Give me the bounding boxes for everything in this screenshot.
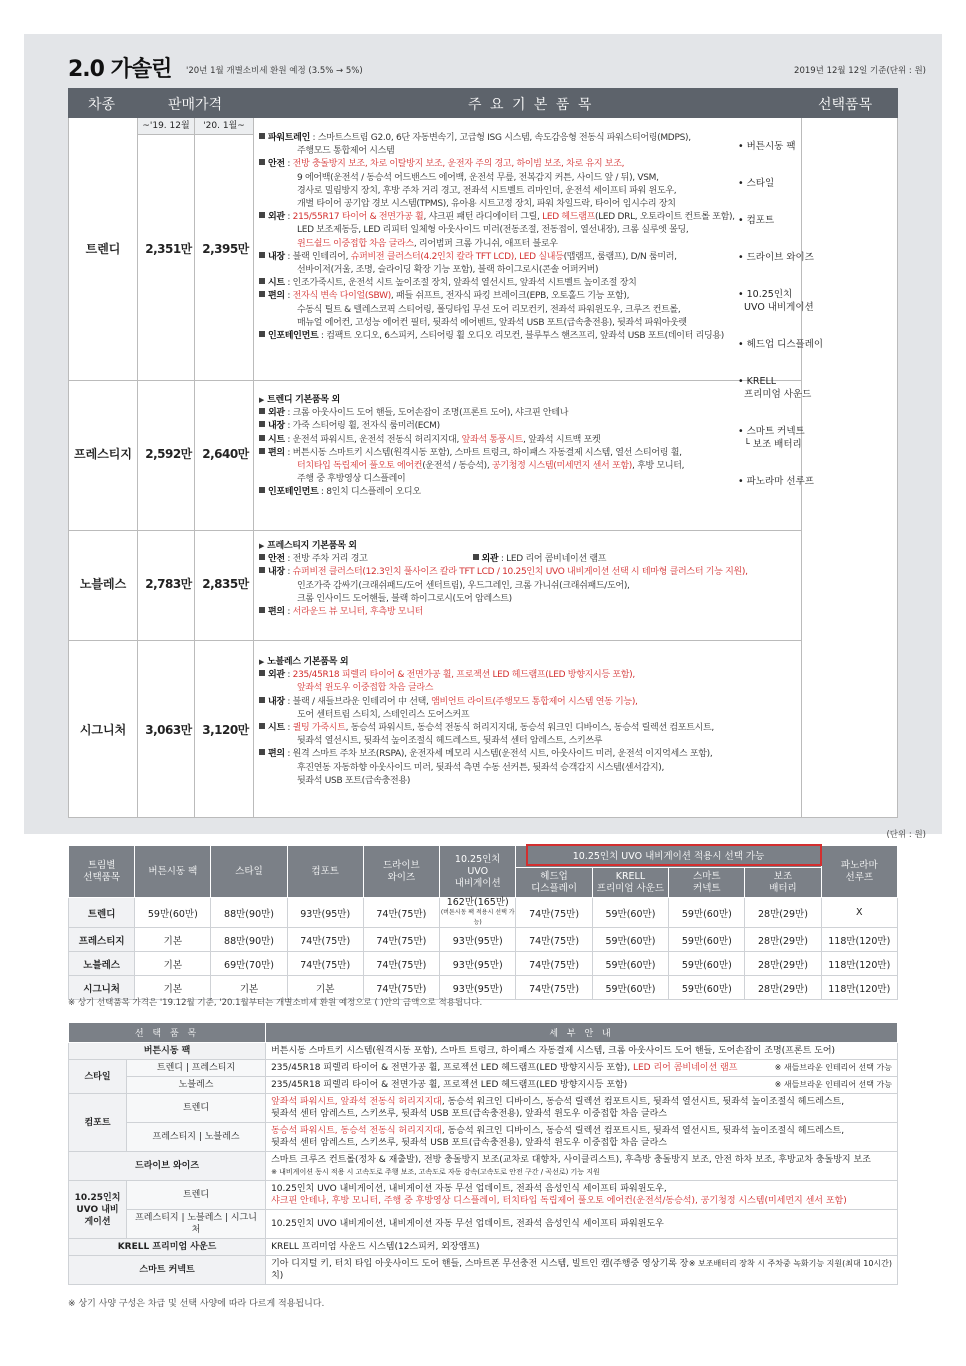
navi-required-highlight: [526, 844, 822, 866]
features-trendy: 파워트레인 : 스마트스트림 G2.0, 6단 자동변속기, 고급형 ISG 시스템, 속도감응형 전동식 파워스티어링(MDPS), 주행모드 통합제어 시스템 안전 : 전방 충돌방지 보조, 차로 이탈방지 보조, 운전자 주의 경고, 하이빔 보조, 차로 유지 보조, 9 에어백(운전석 / 동승석 어드밴스드 에어백, 운전석 무릎, 전복감지 커튼, 사이드 앞 / 뒤), VSM, 경사로 밀림방지 장치, 후방 주차 거리 경고, 전좌석 시트벨트 리마인더, 운전석 세이프티 파워 윈도우, 개별 타이어 공기압 경보 시스템(TPMS), 유아용 시트고정 장치, 파워 차일드락, 타이어 임시수리 장치 외관 : 215/55R17 타이어 & 전면가공 휠, 샤크핀 패턴 라디에이터 그릴, LED 헤드램프(LED DRL, 오토라이트 컨트롤 포함), LED 보조제동등, LED 리피터 일체형 아웃사이드 미러(전동조절, 전동접이, 열선내장), 크롬 실루엣 몰딩, 윈드쉴드 이중접합 차음 글라스, 리어범퍼 크롬 가니쉬, 애프터 블로우 내장 : 블랙 인테리어, 슈퍼비전 클러스터(4.2인치 칼라 TFT LCD), LED 실내등(맵램프, 룸램프), D/N 룸미러, 선바이저(거울, 조명, 슬라이딩 확장 기능 포함), 블랙 하이그로시(콘솔 어퍼커버) 시트 : 인조가죽시트, 운전석 시트 높이조절 장치, 앞좌석 열선시트, 앞좌석 시트벨트 높이조절 장치 편의 : 전자식 변속 다이얼(SBW), 패들 쉬프트, 전자식 파킹 브레이크(EPB, 오토홀드 기능 포함), 수동식 틸트 & 텔레스코픽 스티어링, 폴딩타입 무선 도어 리모컨키, 전좌석 파워윈도우, 크루즈 컨트롤, 매뉴얼 에어컨, 고성능 에어컨 필터, 뒷좌석 에어벤트, 앞좌석 USB 포트(급속충전용), 뒷좌석 파워아웃렛 인포테인먼트 : 컴팩트 오디오, 6스피커, 스티어링 휠 오디오 리모컨, 블루투스 핸즈프리, 앞좌석 USB 포트(데이터 리딩용): [259, 132, 799, 343]
features-signature: ▶ 노블레스 기본품목 외 외관 : 235/45R18 피렐리 타이어 & 전면가공 휠, 프로젝션 LED 헤드램프(LED 방향지시등 포함), 앞좌석 윈도우 이중접합 차음 글라스 내장 : 블랙 / 새들브라운 인테리어 中 선택, 앰비언트 라이트(주행모드 통합제어 시스템 연동 기능), 도어 센터트림 스티치, 스테인리스 도어스커프 시트 : 퀼팅 가죽시트, 동승석 파워시트, 동승석 전동식 허리지지대, 동승석 워크인 디바이스, 동승석 릴렉션 컴포트시트, 뒷좌석 열선시트, 뒷좌석 높이조절식 헤드레스트, 뒷좌석 센터 암레스트, 스키쓰루 편의 : 원격 스마트 주차 보조(RSPA), 운전자세 메모리 시스템(운전석 시트, 아웃사이드 미러, 운전석 이지억세스 포함), 후진연동 자동하향 아웃사이드 미러, 뒷좌석 측면 수동 선커튼, 뒷좌석 승객감지 시스템(센서감지), 뒷좌석 USB 포트(급속충전용): [259, 657, 714, 786]
trim-prestige: 프레스티지: [74, 447, 132, 461]
price-noblesse-old: 2,783만: [145, 577, 192, 591]
page-title: 2.0 가솔린: [68, 57, 172, 82]
features-noblesse: ▶ 프레스티지 기본품목 외 안전 : 전방 주차 거리 경고 외관 : LED 리어 콤비네이션 램프 내장 : 슈퍼비전 클러스터(12.3인치 풀사이즈 칼라 TFT LCD / 10.25인치 UVO 내비게이션 선택 시 테마형 클러스터 기능 지원), 인조가죽 감싸기(크래쉬패드/도어 센터트림), 우드그레인, 크롬 가니쉬(크래쉬패드/도어), 크롬 인사이드 도어핸들, 블랙 하이그로시(도어 암레스트) 편의 : 서라운드 뷰 모니터, 후측방 모니터: [259, 541, 748, 618]
price-prestige-old: 2,592만: [145, 447, 192, 461]
option-price-table: 트림별 선택품목 버튼시동 팩 스타일 컴포트 드라이브 와이즈 10.25인치 UVO 내비게이션 10.25인치 UVO 내비게이션 적용시 선택 가능 파노라마 선루프 헤드업 디스플레이 KRELL 프리미엄 사운드 스마트 커넥트 보조 배터리 트렌디 59만(60만) 88만(90만) 93만(95만) 74만(75만) 162만(165만) (버튼시동 팩 적용시 선택 가능) 74만(75만) 59만(60만) 59만(60만) 28만(29만) X 프레스티지 기본 88만(90만) 74만(75만) 74만(75만) 93만(95만) 74만(75만) 59만(60만) 59만(60만) 28만(29만) 118만(120만) 노블레스 기본 69만(70만) 74만(75만) 74만(75만) 93만(95만) 74만(75만) 59만(60만) 59만(60만) 28만(29만) 118만(120만) 시그니처 기본 기본 기본 74만(75만) 93만(95만) 74만(75만) 59만(60만) 59만(60만) 28만(29만) 118만(120만): [68, 845, 898, 1000]
unit-note: (단위 : 원): [886, 830, 926, 840]
price-trendy-old: 2,351만: [145, 242, 192, 256]
price-prestige-new: 2,640만: [202, 447, 249, 461]
trim-trendy: 트렌디: [85, 242, 121, 256]
options-list: • 버튼시동 팩 • 스타일 • 컴포트 • 드라이브 와이즈 • 10.25인치 UVO 내비게이션 • 헤드업 디스플레이 • KRELL 프리미엄 사운드 • 스마트 커넥트 └ 보조 배터리 • 파노라마 선루프: [738, 141, 824, 487]
features-prestige: ▶ 트렌디 기본품목 외 외관 : 크롬 아웃사이드 도어 핸들, 도어손잡이 조명(프론트 도어), 샤크핀 안테나 내장 : 가죽 스티어링 휠, 전자식 룸미러(ECM) 시트 : 운전석 파워시트, 운전석 전동식 허리지지대, 앞좌석 통풍시트, 앞좌석 시트백 포켓 편의 : 버튼시동 스마트키 시스템(원격시동 포함), 스마트 트렁크, 하이패스 자동결제 시스템, 열선 스티어링 휠, 터치타입 독립제어 풀오토 에어컨(운전석 / 동승석), 공기청정 시스템(미세먼지 센서 포함), 후방 모니터, 주행 중 후방영상 디스플레이 인포테인먼트 : 8인치 디스플레이 오디오: [259, 395, 685, 498]
price-old-header: ~'19. 12월: [138, 118, 194, 135]
price-signature-old: 3,063만: [145, 723, 192, 737]
main-table-header: [68, 88, 898, 118]
spec-footnote: ※ 상기 사양 구성은 차급 및 선택 사양에 따라 다르게 적용됩니다.: [68, 1299, 325, 1309]
header-features: 주 요 기 본 품 목: [468, 97, 594, 113]
price-trendy-new: 2,395만: [202, 242, 249, 256]
header-trim: 차종: [88, 97, 116, 113]
price-signature-new: 3,120만: [202, 723, 249, 737]
date-note: 2019년 12월 12일 기준(단위 : 원): [794, 66, 926, 76]
tax-note: '20년 1월 개별소비세 환원 예정 (3.5% → 5%): [186, 66, 363, 76]
price-new-header: '20. 1월~: [195, 118, 253, 135]
price-noblesse-new: 2,835만: [202, 577, 249, 591]
trim-signature: 시그니처: [79, 723, 127, 737]
header-options: 선택품목: [818, 97, 873, 113]
header-price: 판매가격: [168, 97, 223, 113]
option-detail-table: 선 택 품 목 세 부 안 내 버튼시동 팩 버튼시동 스마트키 시스템(원격시동 포함), 스마트 트렁크, 하이패스 자동결제 시스템, 크롬 아웃사이드 도어 핸들, 도어손잡이 조명(프론트 도어) 스타일 트렌디 | 프레스티지 ※ 새들브라운 인테리어 선택 가능 235/45R18 피렐리 타이어 & 전면가공 휠, 프로젝션 LED 헤드램프(LED 방향지시등 포함), LED 리어 콤비네이션 램프 노블레스 ※ 새들브라운 인테리어 선택 가능 235/45R18 피렐리 타이어 & 전면가공 휠, 프로젝션 LED 헤드램프(LED 방향지시등 포함) 컴포트 트렌디 앞좌석 파워시트, 앞좌석 전동식 허리지지대, 동승석 워크인 디바이스, 동승석 릴렉션 컴포트시트, 뒷좌석 열선시트, 뒷좌석 높이조절식 헤드레스트, 뒷좌석 센터 암레스트, 스키쓰루, 뒷좌석 USB 포트(급속충전용), 앞좌석 윈도우 이중접합 차음 글라스 프레스티지 | 노블레스 동승석 파워시트, 동승석 전동식 허리지지대, 동승석 워크인 디바이스, 동승석 릴렉션 컴포트시트, 뒷좌석 열선시트, 뒷좌석 높이조절식 헤드레스트, 뒷좌석 센터 암레스트, 스키쓰루, 뒷좌석 USB 포트(급속충전용), 앞좌석 윈도우 이중접합 차음 글라스 드라이브 와이즈 스마트 크루즈 컨트롤(정차 & 재출발), 전방 충돌방지 보조(교차로 대향차, 사이클리스트), 후측방 충돌방지 보조, 안전 하차 보조, 후방교차 충돌방지 보조 ※ 내비게이션 동시 적용 시 고속도로 주행 보조, 고속도로 자동 감속(고속도로 안전 구간 / 곡선로) 기능 지원 10.25인치 UVO 내비게이션 트렌디 10.25인치 UVO 내비게이션, 내비게이션 자동 무선 업데이트, 전좌석 음성인식 세이프티 파워윈도우, 샤크핀 안테나, 후방 모니터, 주행 중 후방영상 디스플레이, 터치타입 독립제어 풀오토 에어컨(운전석/동승석), 공기청정 시스템(미세먼지 센서 포함) 프레스티지 | 노블레스 | 시그니처 10.25인치 UVO 내비게이션, 내비게이션 자동 무선 업데이트, 전좌석 음성인식 세이프티 파워윈도우 KRELL 프리미엄 사운드 KRELL 프리미엄 사운드 시스템(12스피커, 외장앰프) 스마트 커넥트 ※ 보조배터리 장착 시 주차중 녹화기능 지원(최대 10시간) 기아 디지털 키, 터치 타입 아웃사이드 도어 핸들, 스마트폰 무선충전 시스템, 빌트인 캠(주행중 영상기록 장치): [68, 1022, 898, 1285]
trim-noblesse: 노블레스: [79, 577, 127, 591]
price-footnote: ※ 상기 선택품목 가격은 '19.12월 기준, '20.1월부터는 개별소비세 환원 예정으로 ( )안의 금액으로 적용됩니다.: [68, 998, 483, 1008]
